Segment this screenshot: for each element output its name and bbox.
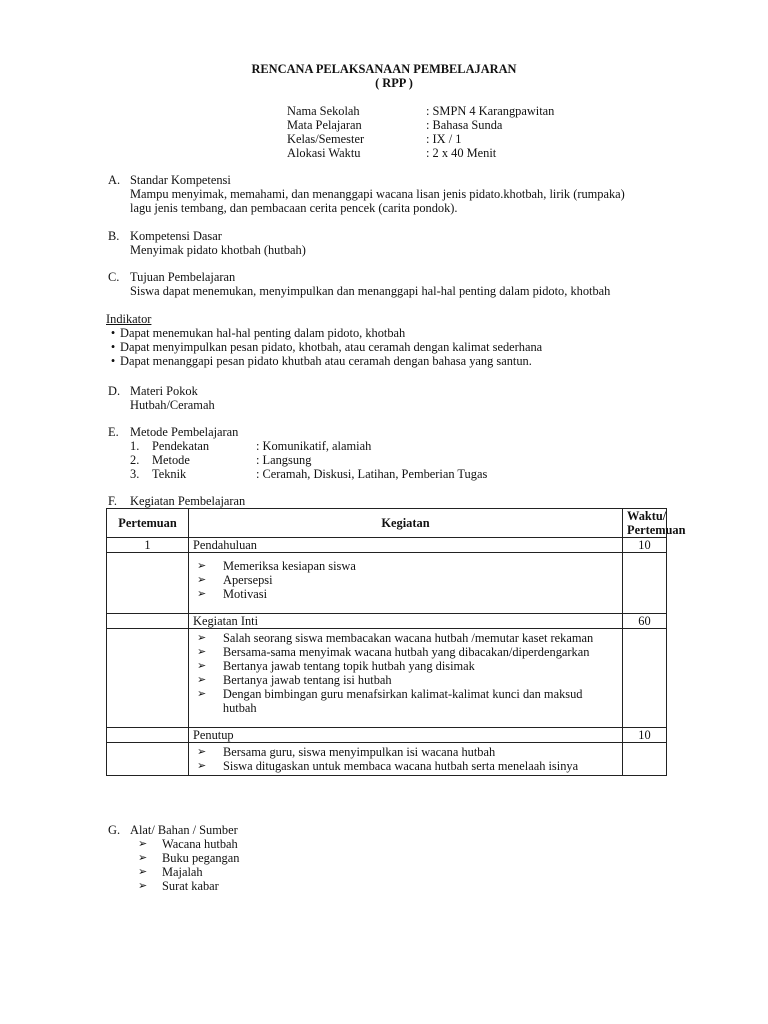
identity-key: Kelas/Semester <box>287 132 365 146</box>
list-item: ➢ Surat kabar <box>138 879 219 893</box>
section-c-label: C. <box>108 270 120 284</box>
section-f <box>108 494 245 508</box>
section-a <box>108 173 625 215</box>
section-e-title: Metode Pembelajaran <box>130 425 239 439</box>
identity-row <box>287 146 554 160</box>
header-waktu: Waktu/ Pertemuan <box>623 509 667 538</box>
arrow-icon: ➢ <box>197 560 207 572</box>
group-time: 10 <box>623 538 667 553</box>
identity-row <box>287 104 554 118</box>
meeting-number: 1 <box>107 538 189 553</box>
list-item: ➢ Memeriksa kesiapan siswa <box>193 559 618 573</box>
identity-row <box>287 118 554 132</box>
section-g <box>108 823 239 893</box>
table-row <box>107 743 667 776</box>
section-g-label: G. <box>108 823 121 837</box>
section-b-text: Menyimak pidato khotbah (hutbah) <box>130 243 306 257</box>
arrow-icon: ➢ <box>138 838 148 850</box>
list-item: ➢ Apersepsi <box>193 573 618 587</box>
list-item: ➢ Dengan bimbingan guru menafsirkan kalimat-kalimat kunci dan maksud hutbah <box>193 687 618 715</box>
document-title: RENCANA PELAKSANAAN PEMBELAJARAN <box>251 62 517 76</box>
arrow-icon: ➢ <box>197 646 207 658</box>
section-e-label: E. <box>108 425 119 439</box>
arrow-icon: ➢ <box>197 688 207 700</box>
group-time: 10 <box>623 728 667 743</box>
identity-key: Nama Sekolah <box>287 104 360 118</box>
section-a-title: Standar Kompetensi <box>130 173 231 187</box>
section-c-title: Tujuan Pembelajaran <box>130 270 236 284</box>
identity-value: : IX / 1 <box>426 132 462 146</box>
arrow-icon: ➢ <box>197 632 207 644</box>
activity-list <box>189 553 623 614</box>
identity-value: : Bahasa Sunda <box>426 118 503 132</box>
list-item: ➢ Buku pegangan <box>138 851 240 865</box>
section-a-text-2: lagu jenis tembang, dan pembacaan cerita pencek (carita pondok). <box>130 201 458 215</box>
indikator-item: • Dapat menemukan hal-hal penting dalam pidoto, khotbah <box>106 326 542 340</box>
group-name: Kegiatan Inti <box>189 614 623 629</box>
list-item: ➢ Bertanya jawab tentang topik hutbah yang disimak <box>193 659 618 673</box>
list-item: ➢ Motivasi <box>193 587 618 601</box>
identity-block <box>287 104 554 160</box>
indikator-item: • Dapat menyimpulkan pesan pidato, khotbah, atau ceramah dengan kalimat sederhana <box>106 340 542 354</box>
section-b-label: B. <box>108 229 120 243</box>
section-g-title: Alat/ Bahan / Sumber <box>130 823 238 837</box>
document-subtitle: ( RPP ) <box>375 76 413 90</box>
group-name: Pendahuluan <box>189 538 623 553</box>
section-d-text: Hutbah/Ceramah <box>130 398 215 412</box>
indikator-item: • Dapat menanggapi pesan pidato khutbah atau ceramah dengan bahasa yang santun. <box>106 354 542 368</box>
indikator-title: Indikator <box>106 312 152 326</box>
table-row <box>107 553 667 614</box>
table-header-row <box>107 509 667 538</box>
section-b-title: Kompetensi Dasar <box>130 229 222 243</box>
header-pertemuan: Pertemuan <box>107 509 189 538</box>
activity-list <box>189 629 623 728</box>
list-item: ➢ Salah seorang siswa membacakan wacana hutbah /memutar kaset rekaman <box>193 631 618 645</box>
method-row: 1. Pendekatan : Komunikatif, alamiah <box>130 439 372 453</box>
bullet-icon: • <box>110 326 116 340</box>
method-row: 3. Teknik : Ceramah, Diskusi, Latihan, Pemberian Tugas <box>130 467 488 481</box>
list-item: ➢ Bersama-sama menyimak wacana hutbah yang dibacakan/diperdengarkan <box>193 645 618 659</box>
method-row: 2. Metode : Langsung <box>130 453 312 467</box>
arrow-icon: ➢ <box>138 866 148 878</box>
section-b <box>108 229 306 257</box>
identity-key: Mata Pelajaran <box>287 118 362 132</box>
table-row <box>107 614 667 629</box>
arrow-icon: ➢ <box>138 880 148 892</box>
activity-list <box>189 743 623 776</box>
arrow-icon: ➢ <box>197 588 207 600</box>
list-item: ➢ Siswa ditugaskan untuk membaca wacana hutbah serta menelaah isinya <box>193 759 618 773</box>
section-f-title: Kegiatan Pembelajaran <box>130 494 246 508</box>
section-d-title: Materi Pokok <box>130 384 198 398</box>
arrow-icon: ➢ <box>197 746 207 758</box>
section-d <box>108 384 215 412</box>
bullet-icon: • <box>110 354 116 368</box>
arrow-icon: ➢ <box>197 760 207 772</box>
arrow-icon: ➢ <box>197 674 207 686</box>
section-a-label: A. <box>108 173 121 187</box>
identity-row <box>287 132 554 146</box>
section-c <box>108 270 610 298</box>
table-row <box>107 728 667 743</box>
header-kegiatan: Kegiatan <box>189 509 623 538</box>
list-item: ➢ Bertanya jawab tentang isi hutbah <box>193 673 618 687</box>
list-item: ➢ Majalah <box>138 865 203 879</box>
identity-value: : SMPN 4 Karangpawitan <box>426 104 555 118</box>
arrow-icon: ➢ <box>197 574 207 586</box>
section-c-text: Siswa dapat menemukan, menyimpulkan dan menanggapi hal-hal penting dalam pidoto, khotbah <box>130 284 611 298</box>
identity-key: Alokasi Waktu <box>287 146 361 160</box>
group-name: Penutup <box>189 728 623 743</box>
list-item: ➢ Bersama guru, siswa menyimpulkan isi wacana hutbah <box>193 745 618 759</box>
identity-value: : 2 x 40 Menit <box>426 146 497 160</box>
indikator-block <box>106 312 542 368</box>
arrow-icon: ➢ <box>138 852 148 864</box>
arrow-icon: ➢ <box>197 660 207 672</box>
list-item: ➢ Wacana hutbah <box>138 837 238 851</box>
section-d-label: D. <box>108 384 121 398</box>
kegiatan-table <box>106 508 686 776</box>
group-time: 60 <box>623 614 667 629</box>
section-a-text-1: Mampu menyimak, memahami, dan menanggapi wacana lisan jenis pidato.khotbah, lirik (rumpaka) <box>130 187 625 201</box>
bullet-icon: • <box>110 340 116 354</box>
table-row <box>107 629 667 728</box>
table-row <box>107 538 667 553</box>
section-f-label: F. <box>108 494 117 508</box>
section-e <box>108 425 487 481</box>
